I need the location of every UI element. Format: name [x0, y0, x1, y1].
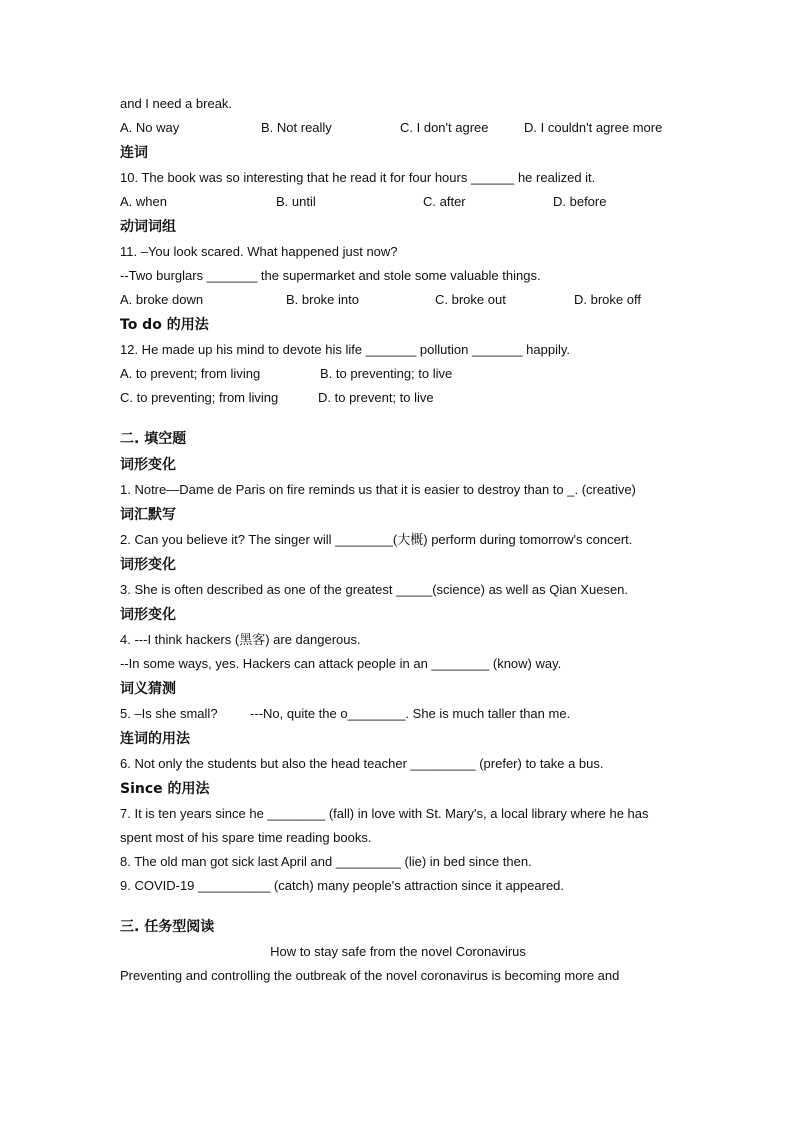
- fill-question-1: 1. Notre—Dame de Paris on fire reminds us that it is easier to destroy than to _. (creative): [120, 482, 636, 497]
- question-10-options: [120, 190, 676, 214]
- option-a: A. when: [120, 194, 167, 209]
- question-11-line-1: 11. –You look scared. What happened just now?: [120, 244, 398, 259]
- passage-text: Preventing and controlling the outbreak of the novel coronavirus is becoming more and: [120, 968, 620, 983]
- question-12-options-row-1: [120, 362, 676, 386]
- question-11-options: [120, 288, 676, 312]
- option-d: D. before: [553, 194, 607, 209]
- category-heading: To do 的用法: [120, 317, 209, 333]
- fill-question-4-line-2: --In some ways, yes. Hackers can attack people in an ________ (know) way.: [120, 656, 562, 671]
- option-c: C. broke out: [435, 292, 506, 307]
- fill-question-6: 6. Not only the students but also the head teacher _________ (prefer) to take a bus.: [120, 756, 604, 771]
- option-a: A. No way: [120, 120, 180, 135]
- option-d: D. broke off: [574, 292, 641, 307]
- question-10: 10. The book was so interesting that he read it for four hours ______ he realized it.: [120, 170, 596, 185]
- category-heading: 词形变化: [120, 457, 176, 473]
- option-d: D. to prevent; to live: [318, 390, 434, 405]
- option-b: B. until: [276, 194, 316, 209]
- question-12-options-row-2: [120, 386, 676, 410]
- category-heading: Since 的用法: [120, 781, 210, 797]
- question-9-options: [120, 116, 676, 140]
- fill-question-7: 7. It is ten years since he ________ (fall) in love with St. Mary's, a local library where he has spent most of his spare time reading books.: [120, 806, 649, 845]
- question-12: 12. He made up his mind to devote his life _______ pollution _______ happily.: [120, 342, 571, 357]
- question-9-tail: and I need a break.: [120, 96, 233, 111]
- fill-question-3: 3. She is often described as one of the greatest _____(science) as well as Qian Xuesen.: [120, 582, 629, 597]
- category-heading: 词义猜测: [120, 681, 176, 697]
- category-heading: 词形变化: [120, 607, 176, 623]
- category-heading: 连词的用法: [120, 731, 190, 747]
- question-11-line-2: --Two burglars _______ the supermarket and stole some valuable things.: [120, 268, 541, 283]
- option-d: D. I couldn't agree more: [524, 120, 663, 135]
- fill-question-2: 2. Can you believe it? The singer will ________(大概) perform during tomorrow's concert.: [120, 532, 633, 547]
- option-a: A. broke down: [120, 292, 204, 307]
- section-title: 二. 填空题: [120, 431, 187, 447]
- category-heading: 动词词组: [120, 219, 176, 235]
- passage-title: How to stay safe from the novel Coronavirus: [270, 944, 526, 959]
- option-c: C. I don't agree: [400, 120, 489, 135]
- option-c: C. after: [423, 194, 466, 209]
- fill-question-9: 9. COVID-19 __________ (catch) many people's attraction since it appeared.: [120, 878, 565, 893]
- fill-question-8: 8. The old man got sick last April and _________ (lie) in bed since then.: [120, 854, 532, 869]
- option-c: C. to preventing; from living: [120, 390, 279, 405]
- option-b: B. broke into: [286, 292, 359, 307]
- section-title: 三. 任务型阅读: [120, 919, 215, 935]
- option-b: B. to preventing; to live: [320, 366, 453, 381]
- fill-question-5: 5. –Is she small? ---No, quite the o________. She is much taller than me.: [120, 706, 571, 721]
- category-heading: 词形变化: [120, 557, 176, 573]
- worksheet-page: [120, 92, 676, 988]
- option-b: B. Not really: [261, 120, 332, 135]
- category-heading: 词汇默写: [120, 507, 176, 523]
- option-a: A. to prevent; from living: [120, 366, 261, 381]
- fill-question-4-line-1: 4. ---I think hackers (黑客) are dangerous.: [120, 632, 361, 647]
- category-heading: 连词: [120, 145, 148, 161]
